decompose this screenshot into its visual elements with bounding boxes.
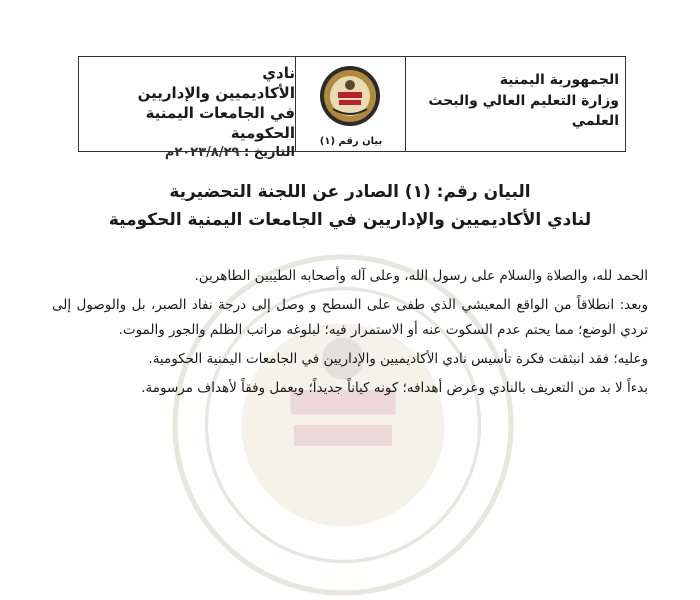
header-divider-left — [295, 57, 296, 151]
statement-number-small: بيان رقم (١) — [319, 136, 383, 147]
date-row — [85, 143, 295, 163]
statement-title — [60, 178, 640, 234]
paragraph-opening: الحمد لله، والصلاة والسلام على رسول الله، وعلى آله وأصحابه الطيبين الطاهرين. — [194, 268, 648, 284]
ministry-name: وزارة التعليم العالي والبحث العلمي — [428, 93, 619, 129]
ministry-block — [399, 69, 619, 131]
paragraph-context: وبعد: انطلاقاً من الواقع المعيشي الذي طفى على السطح و وصل إلى درجة نفاد الصبر، بل والوصول إلى تردي الوضع؛ مما يحتم عدم السكوت عنه أو الاستمرار فيه؛ لبلوغه مراتب الظلم والجور والموت. — [52, 297, 648, 338]
paragraph-founding: وعليه؛ فقد انبثقت فكرة تأسيس نادي الأكاديميين والإداريين في الجامعات اليمنية الحكومية. — [148, 351, 648, 367]
club-name-block — [85, 63, 295, 163]
paragraph-goals: بدءاً لا بد من التعريف بالنادي وعرض أهدافه؛ كونه كياناً جديداً؛ ويعمل وفقاً لأهداف مرسومة. — [141, 380, 648, 396]
letterhead-box — [78, 56, 626, 160]
date-label: التاريخ : — [244, 145, 295, 160]
title-line1: البيان رقم: (١) الصادر عن اللجنة التحضيرية — [169, 182, 531, 202]
logo-block — [297, 57, 405, 151]
title-line2: لنادي الأكاديميين والإداريين في الجامعات اليمنية الحكومية — [108, 210, 592, 230]
club-name-line3: في الجامعات اليمنية الحكومية — [145, 104, 295, 142]
club-name-line2: الأكاديميين والإداريين — [137, 84, 295, 102]
date-value: ٢٠٢٣/٨/٢٩م — [164, 145, 240, 160]
statement-body — [52, 264, 648, 405]
republic-name: الجمهورية اليمنية — [499, 72, 619, 88]
club-logo-icon — [319, 65, 381, 127]
club-name-line1: نادي — [262, 64, 295, 82]
